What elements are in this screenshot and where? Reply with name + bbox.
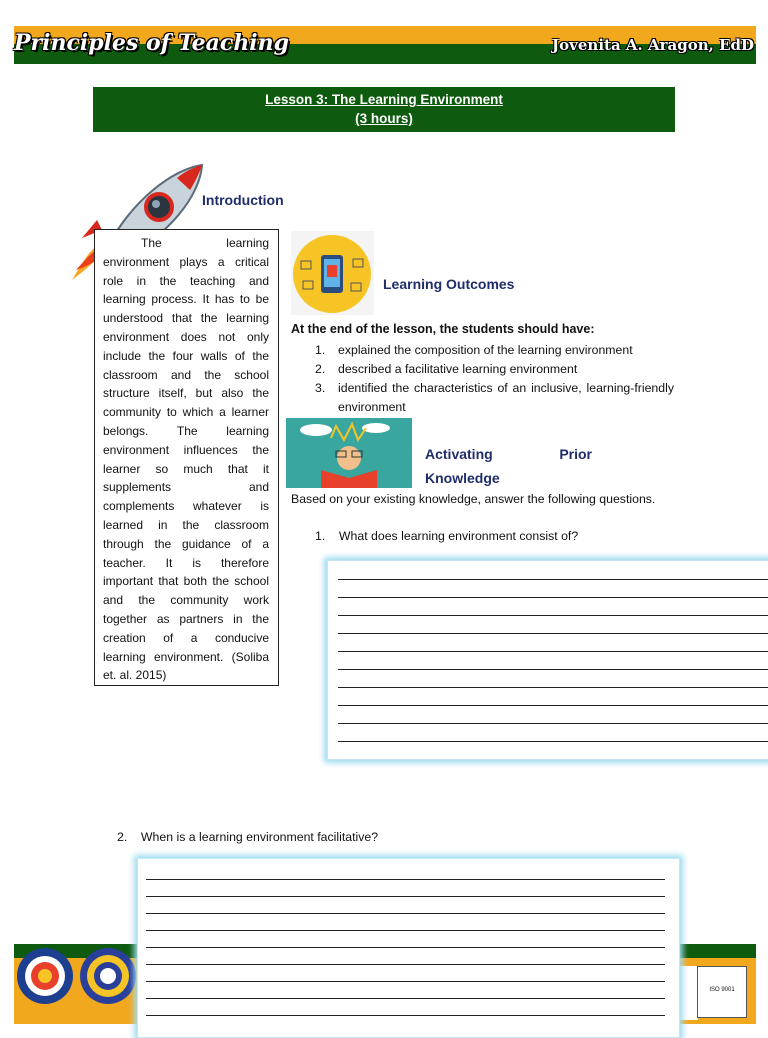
college-seal-icon	[79, 947, 137, 1005]
activating-instructions: Based on your existing knowledge, answer the following questions.	[291, 492, 656, 506]
answer-box-2[interactable]	[137, 858, 680, 1038]
learning-outcomes-icon	[291, 231, 374, 315]
introduction-heading: Introduction	[202, 192, 284, 208]
answer-box-1[interactable]	[327, 560, 768, 760]
outcomes-lead: At the end of the lesson, the students should have:	[291, 322, 595, 336]
lesson-duration: (3 hours)	[355, 111, 413, 126]
question-1: 1. What does learning environment consist of?	[315, 529, 579, 543]
lesson-banner	[93, 87, 675, 132]
introduction-text: The learning environment plays a critical role in the teaching and learning process. It has to be understood that the learning environment does not only include the four walls of the classroom and the school structure itself, but also the community to which a learner belongs. The learning environment influences the learner so much that it supplements and complements whatever is learned in the classroom through the guidance of a teacher. It is therefore important that both the school and the community work together as partners in the creation of a conducive learning environment. (Soliba et. al. 2015)	[103, 236, 269, 683]
university-seal-icon	[16, 947, 74, 1005]
list-item: 1. explained the composition of the learning environment	[315, 343, 633, 357]
outcomes-list	[291, 341, 674, 417]
reading-child-icon	[286, 418, 412, 488]
list-item: 3. identified the characteristics of an inclusive, learning-friendly environment	[315, 381, 674, 414]
introduction-box	[94, 229, 279, 686]
lesson-title: Lesson 3: The Learning Environment	[265, 92, 503, 107]
list-item: 2. described a facilitative learning environment	[315, 362, 578, 376]
course-title: Principles of Teaching	[14, 30, 290, 56]
activating-heading: Activating Prior Knowledge	[425, 446, 592, 486]
learning-outcomes-heading: Learning Outcomes	[383, 276, 515, 292]
iso-badge: ISO 9001	[697, 966, 747, 1018]
question-2: 2. When is a learning environment facilitative?	[117, 830, 379, 844]
author-name: Jovenita A. Aragon, EdD	[552, 36, 754, 54]
